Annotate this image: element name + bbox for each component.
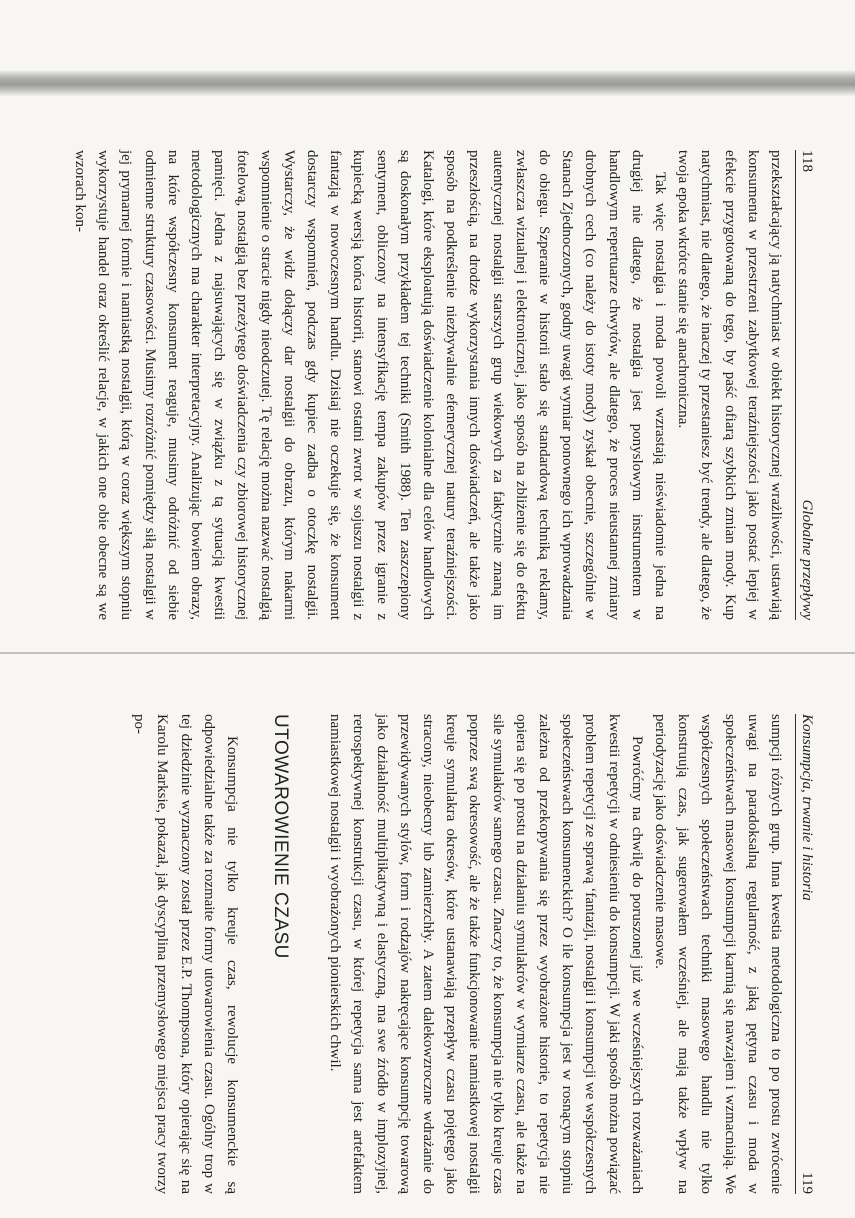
- paragraph: Tak więc nostalgia i moda powoli wzrastają nieświadomie jedna na drugiej nie dlatego, że nostalgia jest ponyslowym instrumentem w handlowym repertuarze chwytów, ale dlatego, że proces nieustannej zmiany drobnych cech (co należy do istoty mody) zyskał obecnie, szczególnie w Stanach Zjednoczonych, godny uwagi wymiar ponownego ich wprowadzania do obiegu. Szperanie w historii stało się standardową techniką reklamy, zwłaszcza wizualnej i elektronicznej, jako sposób na zbliżenie się do efektu autentycznej nostalgii starszych grup wiekowych za faktycznie znaną im przeszłością, na drodze wykorzystania innych doświadczeń, ale także jako sposób na podkreślenie niezbywalnie efemerycznej natury teraźniejszości. Katalogi, które eksploatują doświadczenie kolonialne dla celów handlowych są doskonałym przykładem tej techniki (Smith 1988). Ten zaszczepiony sentyment, obliczony na intensyfikację tempa zakupów przez igranie z kupiecką wersją końca historii, stanowi ostatni zwrot w sojuszu nostalgii z fantazją w nowoczesnym handlu. Dzisiaj nie oczekuje się, że konsument dostarczy wspomnień, podczas gdy kupiec zadba o otoczkę nostalgii. Wystarczy, że widz dołączy dar nostalgii do obrazu, którym nakarmi wspomnienie o stracie nigdy nieodczutej. Tę relację można nazwać nostalgią fotelową, nostalgią bez przeżytego doświadczenia czy zbiorowej historycznej pamięci. Jedna z najsuwających się w związku z tą sytuacją kwestii metodologicznych ma charakter interpretacyjny. Analizując bowiem obrazy, na które współczesny konsument reaguje, musimy odróżnić od siebie odmienne struktury czasowości. Musimy rozróżnić pomiędzy siłą nostalgii w jej prymarnej formie i namiastką nostalgii, którą w coraz większym stopniu wykorzystuje handel oraz określić relacje, w jakich one obie obecne są we wzorach kon-: [71, 150, 668, 620]
- paragraph: sumpcji różnych grup. Inna kwestia metodologiczna to po prostu zwrócenie uwagi na paradoksalną regularność, z jaką pętyna czasu i moda w społeczeństwach masowej konsumpcji karmią się nawzajem i wzmacniają. We współczesnych społeczeństwach techniki masowego handlu nie tylko konstruują czas, jak sugerowałem wcześniej, ale mają także wpływ na periodyzację jako doświadczenie masowe.: [651, 714, 784, 1194]
- page-header: [795, 150, 815, 620]
- page-number: 118: [799, 150, 815, 172]
- scan-artifact-band: [0, 70, 855, 96]
- running-header: Konsumpcja, trwanie i historia: [799, 714, 815, 901]
- book-page-119: [25, 714, 815, 1194]
- book-page-118: [71, 150, 815, 620]
- paragraph: przekształcający ją natychmiast w obiekt historycznej wrażliwości, ustawiają konsumenta w przestrzeni zabytkowej teraźniejszości jako postać lepiej w efekcie przygotowaną do tego, by paść ofiarą szybkich zmian mody. Kup natychmiast, nie dlatego, że inaczej ty przestaniesz być trendy, ale dlatego, że twoja epoka wkrótce stanie się anachroniczna.: [675, 150, 784, 620]
- running-header: Globalne przepływy: [799, 499, 815, 620]
- text-column: [68, 150, 787, 620]
- page-header: [795, 714, 815, 1194]
- page-number: 119: [799, 1172, 815, 1194]
- text-column: [127, 714, 787, 1194]
- section-heading: UTOWAROWIENIE CZASU: [269, 714, 291, 959]
- paragraph: Konsumpcja nie tylko kreuje czas, rewolucje konsumenckie są odpowiedzialne także za rozmaite formy utowarowienia czasu. Ogólny trop w tej dziedzinie wyznaczony został przez E.P. Thompsona, który opierając się na Karolu Marksie, pokazał, jak dyscyplina przemysłowego miejsca pracy tworzy po-: [131, 714, 240, 1194]
- page-fold-line: [0, 652, 855, 654]
- paragraph: Powróćmy na chwilę do poruszonej już we wcześniejszych rozważaniach kwestii repetycji w odniesieniu do konsumpcji. W jaki sposób można powiązać problem repetycji ze sprawą ‘fantazji, nostalgii i konsumpcji we współczesnych społeczeństwach konsumenckich? O ile konsumpcja jest w rosnącym stopniu zależna od przekopywania się przez wyobrażone historie, to repetycja nie opiera się po prostu na działaniu symulakrów w wymiarze czasu, ale także na sile symulakrów samego czasu. Znaczy to, że konsumpcja nie tylko kreuje czas poprzez swą okresowość, ale że także funkcjonowanie namiastkowej nostalgii kreuje symulakra okresów, które ustanawiają przepływ czasu pojętego jako stracony, nieobecny lub zamierzchły. A zatem dalekowzroczne wdrażanie do przewidywanych stylów, form i rodzajów nakręcające konsumpcję towarową jako działalność multiplikatywną i elastyczną, ma swe źródło w implozyjnej, retrospektywnej konstrukcji czasu, w której repetycja sama jest artefaktem namiastkowej nostalgii i wyobrażonych pionierskich chwil.: [327, 714, 645, 1194]
